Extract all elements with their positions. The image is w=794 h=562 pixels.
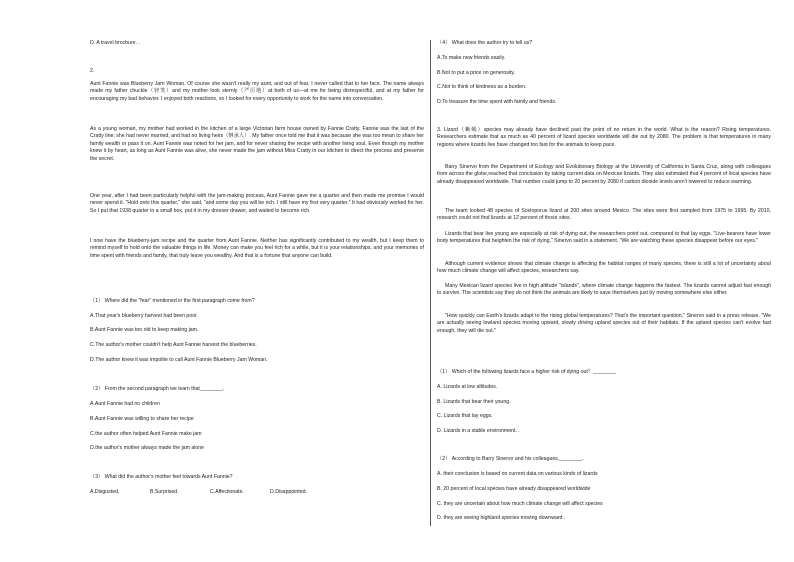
- answer-option: C.The author's mother couldn't help Aunt Fannie harvest the blueberries.: [90, 342, 257, 348]
- answer-option: B. Lizards that bear their young.: [437, 399, 511, 405]
- passage-paragraph: Many Mexican lizard species live in high altitude "islands", where climate change happens the fastest. The lizards cannot adjust fast enough to survive. The scientists say they do not think the animals are likely to save themselves just by moving somewhere else either.: [437, 283, 771, 297]
- answer-option: A.That year's blueberry harvest had been poor.: [90, 313, 198, 319]
- answer-option: B.Aunt Fannie was too old to keep making jam.: [90, 327, 199, 333]
- passage-paragraph: I now have the blueberry-jam recipe and the quarter from Aunt Fannie. Neither has significantly contributed to my wealth, but I keep them to remind myself to hold onto the valuable things in life. Money can make you feel rich for a while, but it is your relationships, and your memories of time spent with friends and family, that truly leave you wealthy. And that is a fortune that anyone can build.: [90, 238, 424, 259]
- column-divider: [430, 40, 431, 526]
- answer-option: A.Disgusted.: [90, 489, 120, 495]
- answer-option: B. 20 percent of local species have already disappeared worldwide: [437, 486, 591, 492]
- answer-option: C. Lizards that lay eggs.: [437, 413, 493, 419]
- answer-option: A.Aunt Fannie had no children: [90, 401, 160, 407]
- passage-paragraph: One year, after I had been particularly helpful with the jam-making process, Aunt Fannie gave me a quarter and then made me promise I would never spend it. "Hold onto this quarter," she said, "and some day you will be rich. I still have my first very quarter." It had obviously worked for her. So I put that 1938 quarter in a small box, put it in my dresser drawer, and waited to become rich.: [90, 193, 424, 214]
- answer-option: D.Disappointed.: [270, 489, 307, 495]
- answer-option: D. Lizards in a stable environment. .: [437, 428, 520, 434]
- answer-option: A. Lizards at low altitudes.: [437, 384, 498, 390]
- answer-options-row: [90, 489, 424, 496]
- question-stem: （4） What does the author try to tell us?: [437, 40, 533, 46]
- question-stem: （2） From the second paragraph we learn that________.: [90, 386, 225, 392]
- answer-option: D. they are seeing highland species moving downward .: [437, 515, 566, 521]
- passage-paragraph: Aunt Fannie was Blueberry Jam Woman. Of course she wasn't really my aunt, and out of fear, I never called that to her face. The name always made my father chuckle（轻笑）and my mother look sternly（严厉地）at both of us—at me for being disrespectful, and at my father for encouraging my bad behavior. I enjoyed both reactions, so I looked for every opportunity to work for the name into conversation.: [90, 81, 424, 102]
- answer-option: D.the author's mother always made the jam alone: [90, 445, 205, 451]
- answer-option: C.the author often helped Aunt Fannie make jam: [90, 431, 202, 437]
- answer-option: B.Aunt Fannie was willing to share her recipe: [90, 416, 194, 422]
- question-stem: （3） What did the author's mother feel towards Aunt Fannie?: [90, 474, 233, 480]
- answer-option: B.Not to put a price on generosity.: [437, 70, 516, 76]
- passage-paragraph: Although current evidence shows that climate change is affecting the habitat ranges of many species, there is still a lot of uncertainty about how much climate change will affect species, researchers say.: [437, 261, 771, 275]
- answer-option: A. their conclusion is based on current data on various kinds of lizards: [437, 471, 598, 477]
- question-stem: （1） Which of the following lizards face a higher risk of dying out？________: [437, 369, 617, 375]
- answer-option: C.Affectionate.: [210, 489, 244, 495]
- passage-paragraph: Lizards that bear live young are especially at risk of dying out, the researchers point out, compared to that lay eggs. "Live-bearers have lower body temperatures that heighten the risk of dying," Sinervo said in a statement. "We are watching these species disappear before our eyes.": [437, 231, 771, 245]
- question-stem: （2） According to Barry Sinervo and his colleagues,________.: [437, 456, 584, 462]
- answer-option: D.The author knew it was impolite to call Aunt Fannie Blueberry Jam Woman.: [90, 357, 268, 363]
- passage-number: 2.: [90, 68, 95, 74]
- passage-paragraph: Barry Sinervo from the Department of Ecology and Evolutionary Biology at the University of California in Santa Cruz, along with colleagues from across the globe,reached that conclusion by taking current data on Mexican lizards. They also estimated that 4 percent of local species have already disappeared worldwide. That number could jump to 20 percent by 2080 if carbon dioxide levels aren't lowered to reduce warming.: [437, 164, 771, 185]
- question-stem: （1） Where did the "fear" mentioned in the first paragraph come from?: [90, 298, 255, 304]
- passage-paragraph: The team looked 48 species of Sceloporus lizard at 200 sites around Mexico. The sites were first sampled from 1975 to 1995. By 2010, research could not find lizards at 12 percent of those sites.: [437, 208, 771, 222]
- answer-option: D.To treasure the time spent with family and friends.: [437, 99, 557, 105]
- passage-paragraph: "How quickly can Earth's lizards adapt to the rising global temperatures? That's the important question," Sinervo said in a press release. "We are actually seeing lowland species moving upward, slowly driving upland species out of their habitats. If the upland species can't evolve fast enough, they will die out.": [437, 313, 771, 334]
- answer-option: A.To make new friends easily.: [437, 55, 506, 61]
- passage-paragraph: As a young woman, my mother had worked in the kitchen of a large Victorian farm house owned by Fannie Cratty. Fannie was the last of the Cratty line; she had never married, and had no living heirs（继承人）. My father once told me that it was because she was too mean to share her family wealth or pass it on. Aunt Fannie was noted for her jam, and for never sharing the recipe with another living soul. Even though my mother knew it by heart, as long as Aunt Fannie was alive, she never made the jam without Miss Cratty in our kitchen to direct the process and preserve the secret.: [90, 126, 424, 162]
- passage-paragraph: 3. Lizard（蜥蜴）species may already have declined past the point of no return in the world. What is the reason? Rising temperatures. Researchers estimate that as much as 40 percent of lizard species worldwide will die out by 2080. The problem is that temperatures in many regions where lizards live have changed too fast for the animals to keep pace.: [437, 127, 771, 148]
- answer-option: C. they are uncertain about how much climate change will affect species: [437, 501, 603, 507]
- answer-option: B.Surprised.: [150, 489, 179, 495]
- previous-option: D. A travel brochure. .: [90, 40, 140, 46]
- answer-option: C.Not to think of kindness as a burden.: [437, 84, 527, 90]
